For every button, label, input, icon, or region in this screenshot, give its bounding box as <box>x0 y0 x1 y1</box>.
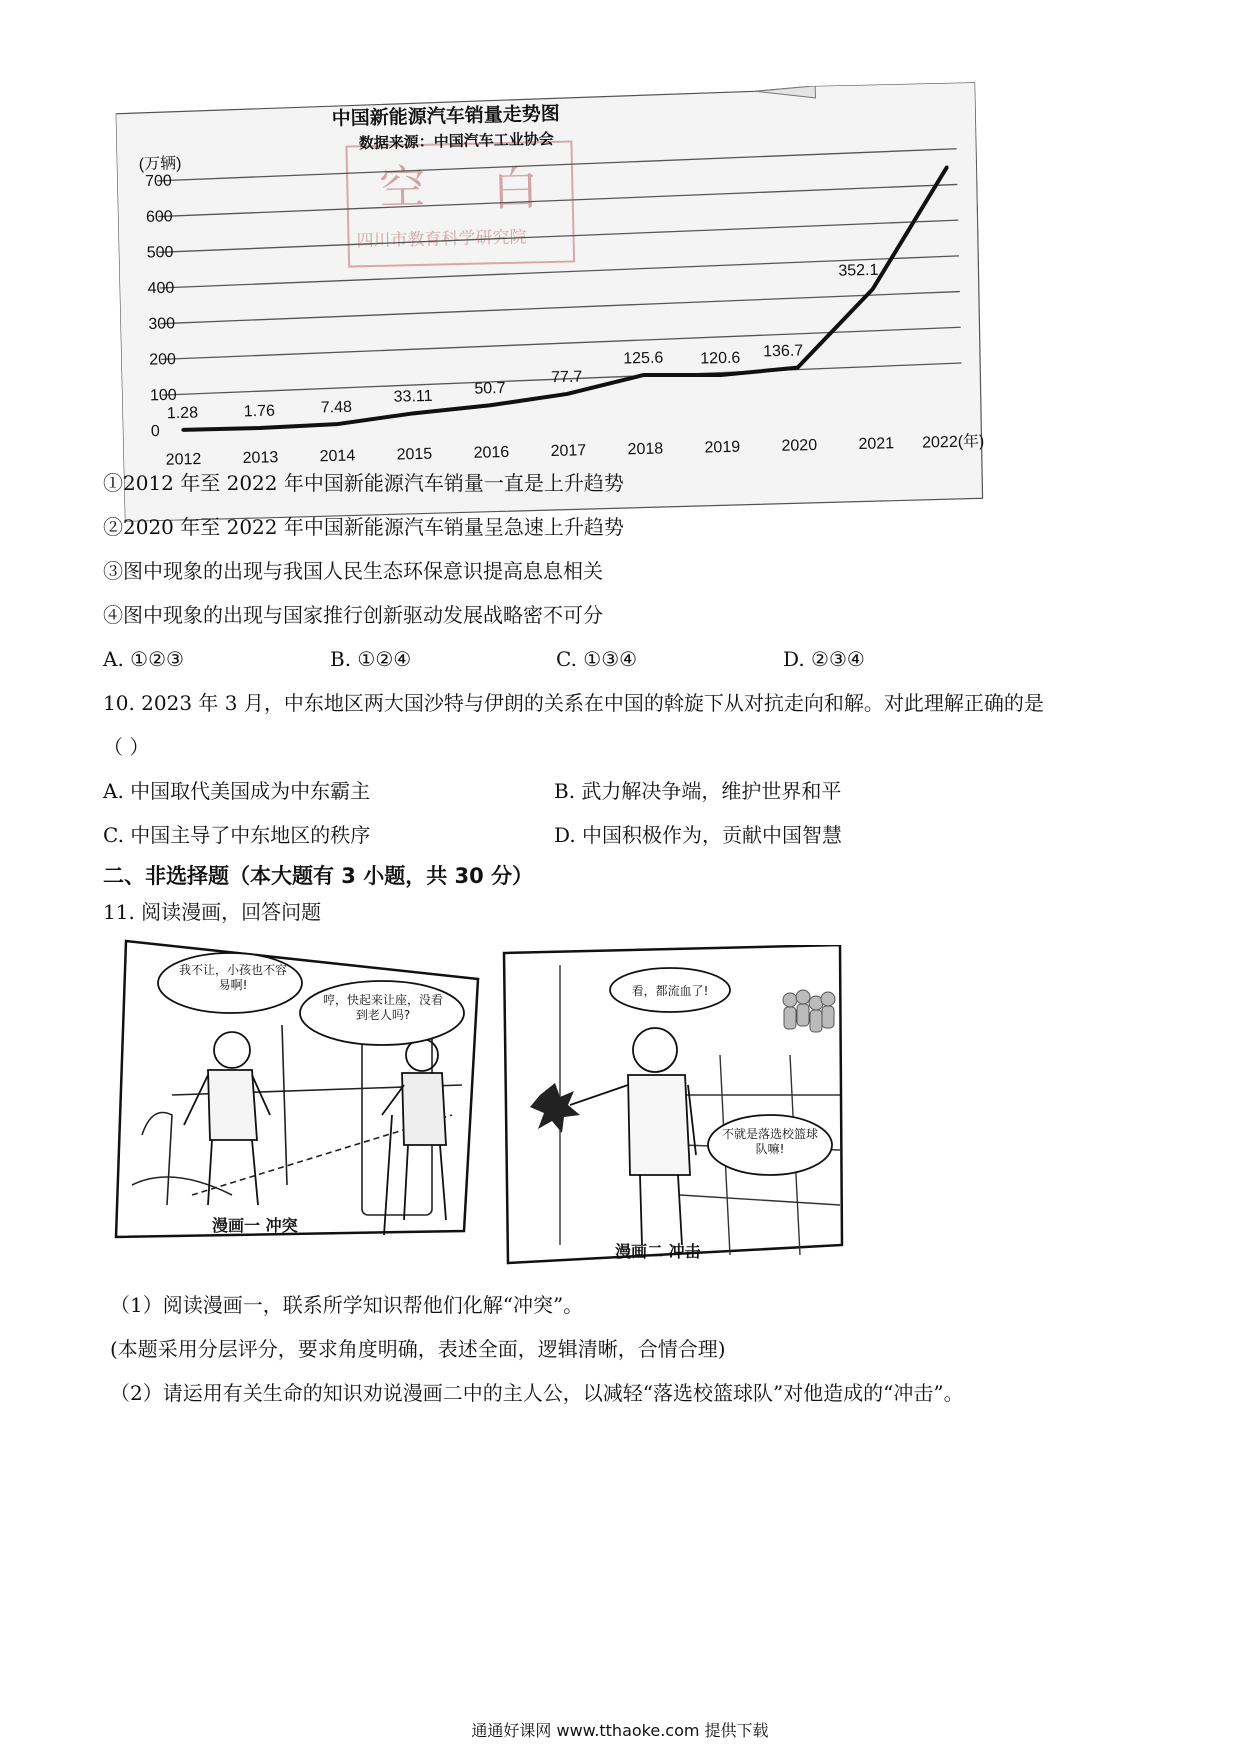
q10-option-d: D. 中国积极作为，贡献中国智慧 <box>554 823 843 847</box>
q9-option-d: D. ②③④ <box>783 647 865 671</box>
bubble-right-text: 哼，快起来让座，没看到老人吗? <box>322 993 443 1022</box>
q9-option-c: C. ①③④ <box>556 647 638 671</box>
x-tick-label: 2017 <box>550 442 587 461</box>
bubble-left-text: 我不让，小孩也不容易啊! <box>178 963 287 992</box>
bubble-top-text: 看，都流血了! <box>631 984 709 998</box>
q10-option-a: A. 中国取代美国成为中东霸主 <box>103 779 371 803</box>
comic-2-impact <box>500 945 845 1270</box>
x-tick-label: 2018 <box>627 440 664 459</box>
q11-stem: 11. 阅读漫画，回答问题 <box>103 900 322 924</box>
data-label: 33.11 <box>393 387 433 406</box>
q10-stem: 10. 2023 年 3 月，中东地区两大国沙特与伊朗的关系在中国的斡旋下从对抗走向和解。对此理解正确的是 <box>103 691 1044 715</box>
footer-source: 通通好课网 www.tthaoke.com 提供下载 <box>471 1721 769 1740</box>
chart-title: 中国新能源汽车销量走势图 <box>331 102 560 130</box>
x-tick-label: 2020 <box>781 436 818 455</box>
x-tick-label: 2012 <box>165 450 202 469</box>
data-label: 120.6 <box>700 349 741 368</box>
x-tick-label: 2014 <box>319 447 356 466</box>
x-tick-label: 2013 <box>242 449 279 468</box>
y-tick-label: 400 <box>147 279 175 298</box>
q11-scoring-note: (本题采用分层评分，要求角度明确，表述全面，逻辑清晰，合情合理) <box>110 1337 726 1361</box>
data-label: 77.7 <box>550 368 583 387</box>
data-label: 1.28 <box>166 404 199 423</box>
x-tick-label: 2022(年) <box>921 433 985 452</box>
statement-3: ③图中现象的出现与我国人民生态环保意识提高息息相关 <box>103 559 603 583</box>
statement-2: ②2020 年至 2022 年中国新能源汽车销量呈急速上升趋势 <box>103 515 624 539</box>
data-label: 1.76 <box>243 402 276 421</box>
x-tick-label: 2016 <box>473 443 510 462</box>
data-label: 352.1 <box>838 261 879 280</box>
y-tick-label: 500 <box>146 243 174 262</box>
chart-subtitle: 数据来源：中国汽车工业协会 <box>358 129 555 153</box>
data-label: 136.7 <box>762 342 804 361</box>
data-label: 125.6 <box>623 349 664 368</box>
statement-4: ④图中现象的出现与国家推行创新驱动发展战略密不可分 <box>103 603 603 627</box>
data-label: 50.7 <box>474 379 506 398</box>
y-tick-label: 100 <box>149 386 177 405</box>
comic-1-conflict <box>112 935 482 1255</box>
bubble-right-text-2: 不就是落选校篮球队嘛! <box>722 1127 818 1156</box>
stamp-char-1: 空 <box>378 159 426 215</box>
y-tick-label: 600 <box>145 208 173 226</box>
x-tick-label: 2019 <box>704 438 741 457</box>
q9-option-b: B. ①②④ <box>330 647 412 671</box>
statement-1: ①2012 年至 2022 年中国新能源汽车销量一直是上升趋势 <box>103 471 624 495</box>
comic-2-caption: 漫画二 冲击 <box>615 1242 701 1261</box>
data-label: 7.48 <box>320 398 353 417</box>
y-tick-label: 200 <box>149 351 177 369</box>
stamp-char-2: 白 <box>491 161 540 217</box>
stamp-org: 四川市教育科学研究院 <box>356 227 527 252</box>
x-tick-label: 2021 <box>858 435 895 454</box>
y-tick-label: 300 <box>148 315 176 333</box>
q10-option-c: C. 中国主导了中东地区的秩序 <box>103 823 371 847</box>
q10-answer-paren: （ ） <box>103 735 150 759</box>
sales-trend-chart <box>115 82 984 521</box>
section-title: 二、非选择题（本大题有 3 小题，共 30 分） <box>103 864 534 888</box>
y-tick-label: 700 <box>144 172 173 191</box>
x-tick-label: 2015 <box>396 445 433 464</box>
chart-svg <box>115 82 984 521</box>
q11-sub-2: （2）请运用有关生命的知识劝说漫画二中的主人公，以减轻“落选校篮球队”对他造成的“冲击”。 <box>110 1381 964 1405</box>
comic-1-caption: 漫画一 冲突 <box>212 1216 298 1235</box>
q10-option-b: B. 武力解决争端，维护世界和平 <box>554 779 842 803</box>
y-tick-label: 0 <box>150 422 160 441</box>
y-axis-unit: (万辆) <box>138 155 182 174</box>
q11-sub-1: （1）阅读漫画一，联系所学知识帮他们化解“冲突”。 <box>110 1293 584 1317</box>
q9-option-a: A. ①②③ <box>103 647 184 671</box>
